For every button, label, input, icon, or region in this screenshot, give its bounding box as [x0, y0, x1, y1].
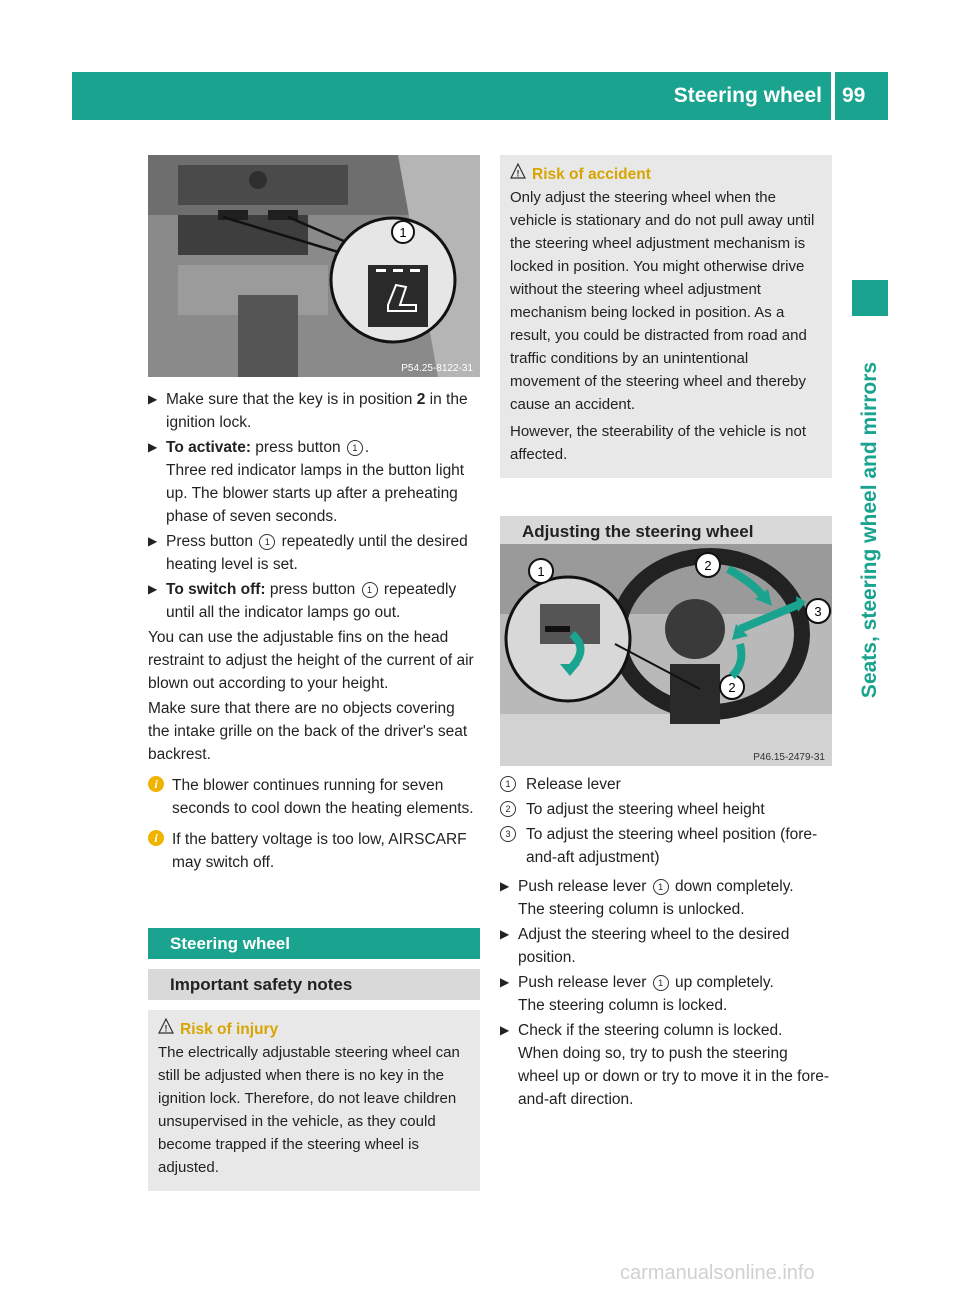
info-text: The blower continues running for seven seconds to cool down the heating elements. — [172, 777, 474, 817]
step-text: . — [364, 439, 370, 456]
console-callout: 1 — [399, 225, 407, 240]
steering-callout: 3 — [814, 604, 822, 619]
warning-triangle-icon — [158, 1018, 174, 1034]
step-check — [500, 1019, 832, 1111]
legend-item — [500, 823, 832, 869]
step-text: repeatedly until the desired heating level is set. — [166, 533, 468, 573]
section-heading-grey: Important safety notes — [148, 969, 480, 1000]
warning-title-text: Risk of injury — [180, 1021, 279, 1038]
step-text: press button — [265, 581, 360, 598]
callout-number: 2 — [500, 801, 516, 817]
callout-number: 1 — [653, 975, 669, 991]
console-photo-code: P54.25-8122-31 — [401, 363, 473, 374]
legend-text: Release lever — [526, 776, 621, 793]
step-arrow-icon: ▶ — [148, 534, 158, 548]
callout-number: 1 — [347, 440, 363, 456]
step-description: The steering column is locked. — [518, 997, 728, 1014]
warning-box-injury — [148, 1010, 480, 1191]
callout-number: 1 — [500, 776, 516, 792]
step-repeat — [148, 530, 480, 576]
step-bold: 2 — [416, 391, 426, 408]
step-text: Check if the steering column is locked. — [518, 1022, 783, 1039]
step-arrow-icon: ▶ — [148, 440, 158, 454]
step-push-up — [500, 971, 832, 1017]
steering-illustration — [500, 544, 832, 766]
step-arrow-icon: ▶ — [500, 975, 510, 989]
step-text: press button — [251, 439, 345, 456]
legend-text: To adjust the steering wheel height — [526, 801, 765, 818]
callout-number: 1 — [653, 879, 669, 895]
watermark: carmanualsonline.info — [620, 1262, 815, 1284]
console-illustration — [148, 155, 480, 377]
step-arrow-icon: ▶ — [500, 927, 510, 941]
info-icon: i — [148, 830, 164, 846]
callout-number: 1 — [362, 582, 378, 598]
step-bold: To activate: — [166, 439, 251, 456]
steering-photo-code: P46.15-2479-31 — [753, 752, 825, 763]
page-section-title: Steering wheel — [673, 84, 822, 107]
step-text: down completely. — [670, 878, 794, 895]
step-description: The steering column is unlocked. — [518, 901, 745, 918]
info-text: If the battery voltage is too low, AIRSCARF may switch off. — [172, 831, 467, 871]
step-text: in the ignition lock. — [166, 391, 468, 431]
svg-text:!: ! — [164, 1023, 168, 1034]
step-push-down — [500, 875, 832, 921]
svg-text:!: ! — [516, 168, 520, 179]
section-heading-green: Steering wheel — [148, 928, 480, 959]
info-icon: i — [148, 776, 164, 792]
step-bold: To switch off: — [166, 581, 266, 598]
legend-text: To adjust the steering wheel position (fore-and-aft adjustment) — [526, 826, 818, 866]
step-key-position — [148, 388, 480, 434]
warning-title — [158, 1018, 470, 1041]
side-tab-marker — [852, 280, 888, 316]
callout-number: 3 — [500, 826, 516, 842]
step-text: Make sure that the key is in position — [166, 391, 417, 408]
warning-title-text: Risk of accident — [532, 166, 651, 183]
step-arrow-icon: ▶ — [500, 1023, 510, 1037]
warning-triangle-icon — [510, 163, 526, 179]
left-column — [148, 388, 480, 874]
step-text: Push release lever — [518, 878, 651, 895]
warning-box-accident — [500, 155, 832, 478]
right-column — [500, 155, 832, 570]
step-switch-off — [148, 578, 480, 624]
step-arrow-icon: ▶ — [500, 879, 510, 893]
right-column-lower — [500, 773, 832, 1111]
step-text: up completely. — [670, 974, 774, 991]
step-text: Press button — [166, 533, 258, 550]
paragraph: You can use the adjustable fins on the head restraint to adjust the height of the current of air blown out according to your height. — [148, 629, 474, 692]
legend-item — [500, 798, 832, 821]
info-note — [148, 828, 480, 874]
step-arrow-icon: ▶ — [148, 392, 158, 406]
steering-callout: 2 — [704, 558, 712, 573]
section-heading-grey: Adjusting the steering wheel — [500, 516, 832, 570]
console-photo — [148, 155, 480, 377]
paragraph: Make sure that there are no objects covering the intake grille on the back of the driver's seat backrest. — [148, 700, 468, 763]
steering-photo — [500, 544, 832, 766]
warning-text: However, the steerability of the vehicle is not affected. — [510, 423, 806, 463]
step-text: repeatedly until all the indicator lamps go out. — [166, 581, 457, 621]
side-chapter-label: Seats, steering wheel and mirrors — [858, 361, 881, 699]
left-sections — [148, 928, 480, 1191]
warning-text: Only adjust the steering wheel when the vehicle is stationary and do not pull away until the steering wheel adjustment mechanism is locked in position. You might otherwise drive without the steering wheel adjustment mechanism being locked in position. As a result, you could be distracted from road and traffic conditions by an unintentional movement of the steering wheel and thereby cause an accident. — [510, 189, 815, 413]
warning-text: The electrically adjustable steering wheel can still be adjusted when there is no key in the ignition lock. Therefore, do not leave children unsupervised in the vehicle, as they could become trapped if the steering wheel is adjusted. — [158, 1044, 460, 1176]
warning-title — [510, 163, 822, 186]
legend-item — [500, 773, 832, 796]
steering-callout: 2 — [728, 680, 736, 695]
step-adjust — [500, 923, 832, 969]
step-text: Adjust the steering wheel to the desired position. — [518, 926, 790, 966]
step-activate — [148, 436, 480, 528]
callout-number: 1 — [259, 534, 275, 550]
header-separator — [831, 72, 835, 120]
steering-callout: 1 — [537, 564, 545, 579]
step-description: When doing so, try to push the steering wheel up or down or try to move it in the fore-and-aft direction. — [518, 1045, 830, 1108]
step-arrow-icon: ▶ — [148, 582, 158, 596]
step-description: Three red indicator lamps in the button light up. The blower starts up after a preheating phase of seven seconds. — [166, 462, 465, 525]
info-note — [148, 774, 480, 820]
step-text: Push release lever — [518, 974, 651, 991]
page-number: 99 — [842, 84, 866, 107]
